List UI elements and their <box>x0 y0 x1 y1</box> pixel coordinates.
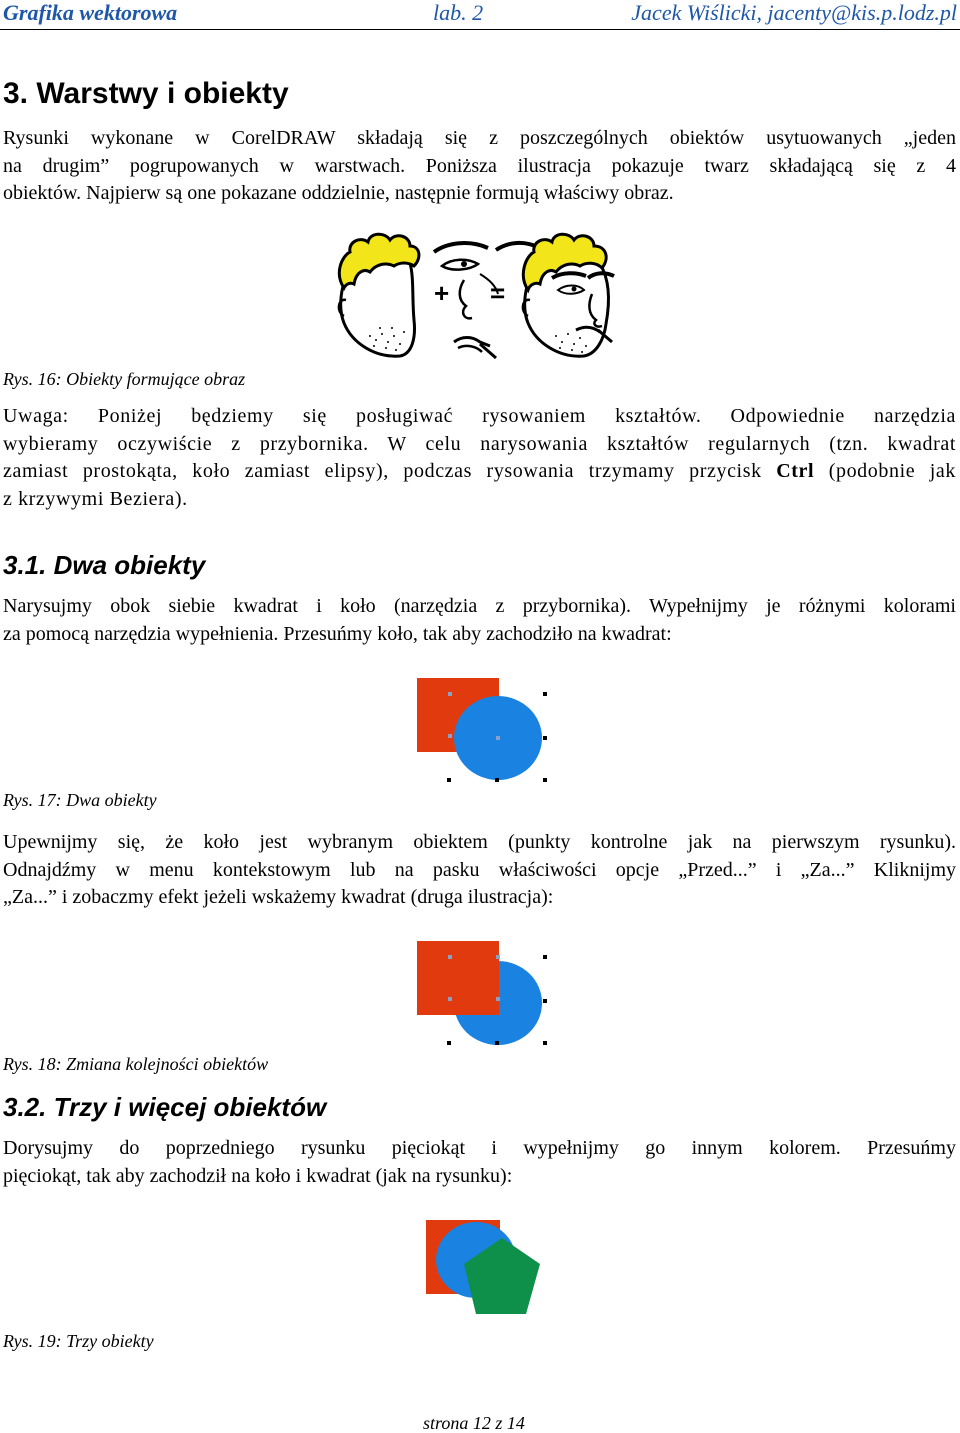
subsection-title-3-2: 3.2. Trzy i więcej obiektów <box>3 1092 327 1122</box>
figure-19-three-objects <box>420 1214 550 1324</box>
combined-face <box>523 234 614 356</box>
figure-16-caption: Rys. 16: Obiekty formujące obraz <box>3 369 246 389</box>
paragraph-line: Dorysujmy do poprzedniego rysunku pięciokąt i wypełnijmy go innym kolorem. Przesuńmy <box>3 1137 956 1159</box>
note-line: Uwaga: Poniżej będziemy się posługiwać rysowaniem kształtów. Odpowiednie narzędzia <box>3 405 956 427</box>
paragraph-line: Narysujmy obok siebie kwadrat i koło (narzędzia z przybornika). Wypełnijmy je różnymi kolorami <box>3 595 956 617</box>
two-objects-paragraph <box>3 593 956 648</box>
paragraph-line: Upewnijmy się, że koło jest wybranym obiektem (punkty kontrolne jak na pierwszym rysunku). <box>3 831 956 853</box>
intro-line: Rysunki wykonane w CorelDRAW składają się z poszczególnych obiektów usytuowanych „jeden <box>3 127 956 149</box>
note-line: z krzywymi Beziera). <box>3 487 188 510</box>
note-paragraph <box>3 403 956 513</box>
intro-paragraph <box>3 125 956 208</box>
intro-line: obiektów. Najpierw są one pokazane oddzielnie, następnie formują właściwy obraz. <box>3 182 674 204</box>
figure-17-two-objects <box>410 672 560 792</box>
mouth-cigarette-object <box>454 338 496 359</box>
header-course-title: Grafika wektorowa <box>3 0 178 25</box>
page-number: strona 12 z 14 <box>423 1413 525 1433</box>
note-line-ctrl <box>3 458 956 486</box>
header-author: Jacek Wiślicki, jacenty@kis.p.lodz.pl <box>631 0 957 25</box>
red-square <box>417 941 499 1015</box>
figure-17-caption: Rys. 17: Dwa obiekty <box>3 790 157 810</box>
page-header <box>0 0 960 30</box>
head-outline-object <box>339 234 419 356</box>
section-title: 3. Warstwy i obiekty <box>3 77 289 110</box>
figure-18-reordered-objects <box>410 935 560 1055</box>
face-objects-illustration <box>330 228 630 368</box>
ctrl-key-name: Ctrl <box>776 460 815 482</box>
header-lab-number: lab. 2 <box>433 0 484 25</box>
nose-object <box>460 280 472 318</box>
intro-line: na drugim” pogrupowanych w warstwach. Poniższa ilustracja pokazuje twarz składającą się z 4 <box>3 154 956 177</box>
header-divider <box>0 29 960 30</box>
figure-18-caption: Rys. 18: Zmiana kolejności obiektów <box>3 1054 269 1074</box>
note-text: (podobnie jak <box>814 460 956 482</box>
note-line: wybieramy oczywiście z przybornika. W celu narysowania kształtów regularnych (tzn. kwadrat <box>3 432 956 455</box>
equals-sign: = <box>490 278 506 308</box>
figure-19-caption: Rys. 19: Trzy obiekty <box>3 1331 154 1351</box>
circle-center-handle <box>496 736 500 740</box>
plus-sign: + <box>434 278 450 308</box>
three-objects-paragraph <box>3 1135 956 1190</box>
order-paragraph <box>3 829 956 912</box>
paragraph-line: Odnajdźmy w menu kontekstowym lub na pasku właściwości opcje „Przed...” i „Za...” Kliknijmy <box>3 858 956 881</box>
paragraph-line: za pomocą narzędzia wypełnienia. Przesuńmy koło, tak aby zachodziło na kwadrat: <box>3 622 672 645</box>
subsection-title-3-1: 3.1. Dwa obiekty <box>3 550 206 580</box>
paragraph-line: „Za...” i zobaczmy efekt jeżeli wskażemy kwadrat (druga ilustracja): <box>3 886 554 908</box>
paragraph-line: pięciokąt, tak aby zachodził na koło i kwadrat (jak na rysunku): <box>3 1164 513 1187</box>
note-text: zamiast prostokąta, koło zamiast elipsy), podczas rysowania trzymamy przycisk <box>3 460 777 482</box>
